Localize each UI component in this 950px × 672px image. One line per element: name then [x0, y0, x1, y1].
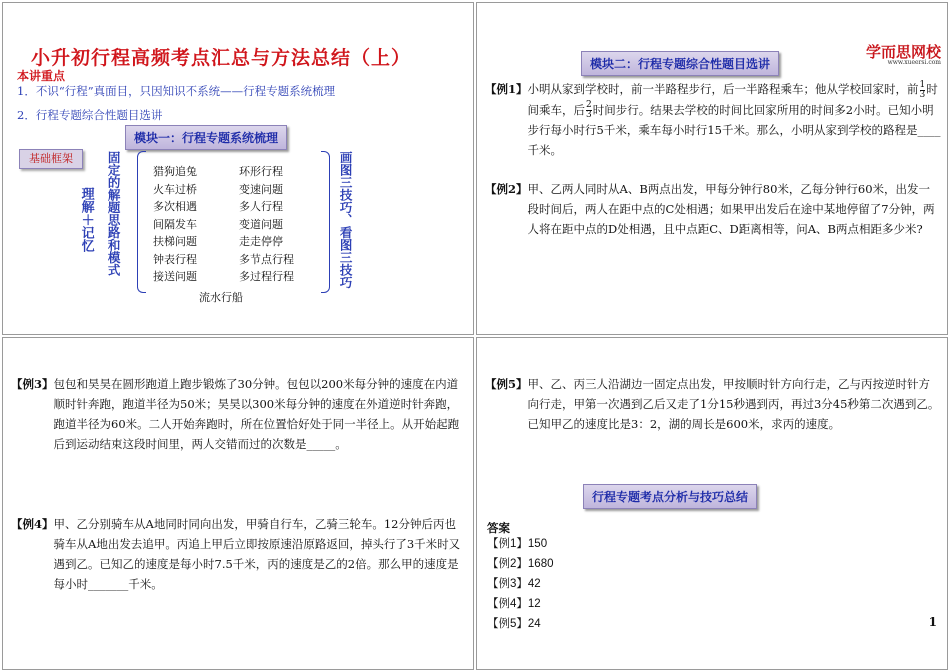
module-one-tab: 模块一：行程专题系统梳理	[125, 125, 287, 150]
topic-item: 多人行程	[239, 200, 283, 213]
topic-item: 环形行程	[239, 165, 283, 178]
example-1-text-a: 小明从家到学校时，前一半路程步行，后一半路程乘车；他从学校回家时，前	[527, 82, 919, 96]
topic-item: 猎狗追兔	[153, 165, 197, 178]
fraction-two-thirds: $\frac{2}{3}$	[586, 100, 592, 120]
answer-row: 【例4】12	[487, 598, 541, 610]
answer-row: 【例2】1680	[487, 558, 554, 570]
topic-item: 间隔发车	[153, 217, 197, 231]
topic-item: 钟表行程	[153, 252, 197, 266]
answer-row: 【例3】42	[487, 578, 541, 590]
right-brace	[321, 151, 330, 293]
slide-bottom-left	[2, 337, 474, 670]
topic-item: 接送问题	[153, 270, 197, 283]
example-1-text-b: 时间乘车，后	[527, 82, 938, 117]
summary-tab: 行程专题考点分析与技巧总结	[583, 484, 757, 509]
topic-item: 扶梯问题	[153, 235, 197, 248]
topic-item: 变道问题	[239, 217, 283, 231]
left-brace	[137, 151, 146, 293]
example-5	[485, 374, 941, 434]
answer-row: 【例1】150	[487, 538, 548, 550]
topic-item: 多节点行程	[239, 252, 294, 266]
example-4	[11, 514, 467, 594]
topic-item: 火车过桥	[153, 182, 197, 196]
key-point-1: 1．不识“行程”真面目，只因知识不系统——行程专题系统梳理	[17, 84, 336, 98]
module-two-tab: 模块二：行程专题综合性题目选讲	[581, 51, 779, 76]
drawing-tips-label: 画图三技巧、看图三技巧	[338, 151, 354, 289]
example-3-text: 包包和昊昊在圆形跑道上跑步锻炼了30分钟。包包以200米每分钟的速度在内道顺时针奔跑，跑道半径为50米；昊昊以300米每分钟的速度在外道逆时针奔跑，跑道半径为60米。二人开始奔跑时，所在位置恰好处于同一半径上。从开始起跑后到运动结束这段时间里，两人交错而过的次数是_____。	[53, 377, 460, 451]
topic-item: 多次相遇	[153, 200, 197, 213]
topic-row	[153, 198, 294, 216]
example-1	[485, 79, 941, 160]
answer-list	[487, 534, 554, 634]
example-tag: 【例3】	[11, 377, 54, 391]
brand-logo: 学而思网校	[865, 44, 941, 61]
example-tag: 【例2】	[485, 182, 528, 196]
page-title: 小升初行程高频考点汇总与方法总结（上）	[31, 47, 412, 69]
example-4-text: 甲、乙分别骑车从A地同时同向出发，甲骑自行车，乙骑三轮车。12分钟后丙也骑车从A地出发去追甲。丙追上甲后立即按原速沿原路返回，掉头行了3千米时又遇到乙。已知乙的速度是每小时7.5千米，丙的速度是乙的2倍。那么甲的速度是每小时_______千米。	[53, 517, 461, 591]
answer-row: 【例5】24	[487, 618, 541, 630]
framework-button[interactable]: 基础框架	[19, 149, 83, 169]
topic-row	[153, 251, 294, 269]
topic-item: 走走停停	[239, 235, 283, 248]
topic-row	[153, 216, 294, 234]
slide-top-left	[2, 2, 474, 335]
topic-row	[153, 233, 294, 251]
example-tag: 【例5】	[485, 377, 528, 391]
topic-item-last: 流水行船	[199, 291, 243, 304]
brand-url: www.xueersi.com	[887, 59, 941, 66]
topic-row	[153, 268, 294, 286]
section-label: 本讲重点	[17, 69, 66, 83]
example-2	[485, 179, 941, 239]
topic-row	[153, 163, 294, 181]
fixed-method-label: 固定的解题思路和模式	[106, 151, 122, 276]
example-tag: 【例4】	[11, 517, 54, 531]
page-number: 1	[928, 615, 937, 629]
topic-item: 变速问题	[239, 182, 283, 196]
example-3	[11, 374, 467, 454]
fraction-one-third: $\frac{1}{3}$	[919, 79, 926, 100]
example-tag: 【例1】	[485, 82, 528, 96]
slide-top-right	[476, 2, 948, 335]
topic-grid	[153, 163, 294, 286]
understand-memorize-label: 理解＋记忆	[78, 187, 94, 252]
answer-heading: 答案	[487, 521, 510, 535]
key-point-2: 2．行程专题综合性题目选讲	[17, 108, 163, 122]
slide-bottom-right	[476, 337, 948, 670]
example-5-text: 甲、乙、丙三人沿湖边一固定点出发，甲按顺时针方向行走，乙与丙按逆时针方向行走，甲第一次遇到乙后又走了1分15秒遇到丙，再过3分45秒第二次遇到乙。已知甲乙的速度比是3：2，湖的周长是600米，求丙的速度。	[527, 377, 940, 431]
topic-item: 多过程行程	[239, 270, 294, 283]
topic-row	[153, 181, 294, 199]
example-1-text-c: 时间步行。结果去学校的时间比回家所用的时间多2小时。已知小明步行每小时行5千米，乘车每小时行15千米。那么，小明从家到学校的路程是____千米。	[527, 102, 941, 157]
example-2-text: 甲、乙两人同时从A、B两点出发，甲每分钟行80米，乙每分钟行60米，出发一段时间后，两人在距中点的C处相遇；如果甲出发后在途中某地停留了7分钟，两人将在距中点的D处相遇，且中点距C、D距离相等，问A、B两点相距多少米?	[527, 182, 935, 236]
